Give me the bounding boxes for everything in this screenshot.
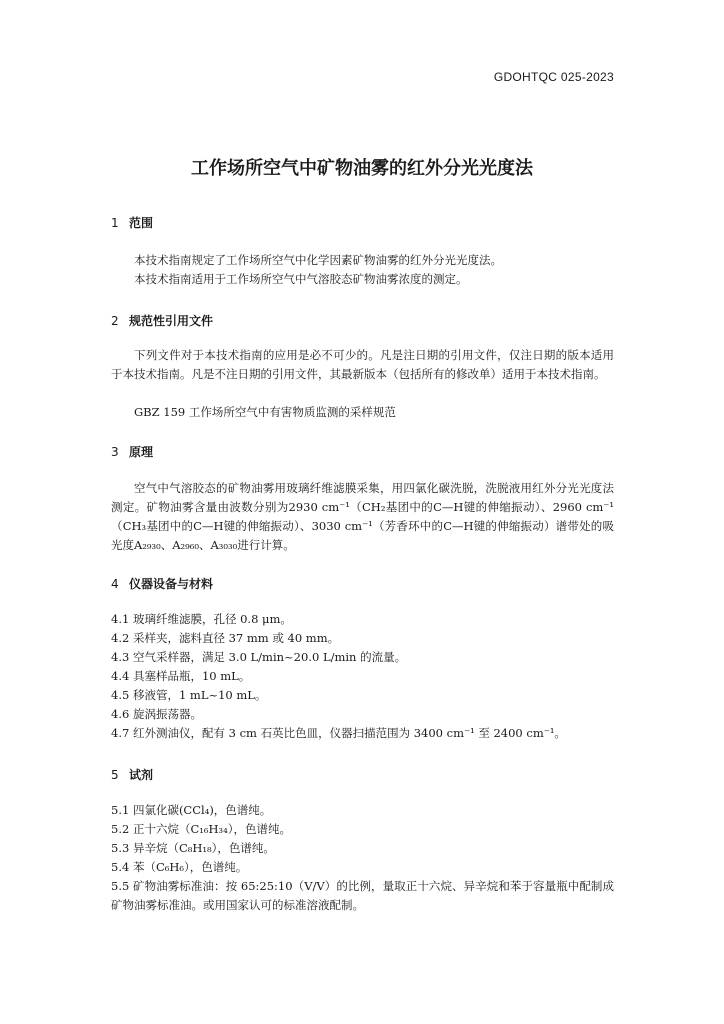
list-item: 4.1 玻璃纤维滤膜，孔径 0.8 μm。 [111, 612, 292, 626]
list-item: 4.3 空气采样器，满足 3.0 L/min~20.0 L/min 的流量。 [111, 650, 407, 664]
section-number: 5 [111, 768, 119, 782]
section-heading-5 [111, 766, 153, 783]
section-title: 仪器设备与材料 [129, 577, 214, 591]
section-heading-2 [111, 312, 213, 329]
reference-item: GBZ 159 工作场所空气中有害物质监测的采样规范 [134, 405, 396, 419]
paragraph: 本技术指南规定了工作场所空气中化学因素矿物油雾的红外分光光度法。 [134, 253, 502, 267]
section-number: 3 [111, 445, 119, 459]
section-heading-1 [111, 214, 153, 231]
list-item: 4.5 移液管，1 mL~10 mL。 [111, 688, 267, 702]
list-item: 4.2 采样夹，滤料直径 37 mm 或 40 mm。 [111, 631, 340, 645]
list-item: 4.6 旋涡振荡器。 [111, 707, 202, 721]
section-number: 2 [111, 314, 119, 328]
section-number: 4 [111, 577, 119, 591]
section-heading-3 [111, 443, 153, 460]
paragraph: 下列文件对于本技术指南的应用是必不可少的。凡是注日期的引用文件，仅注日期的版本适用于本技术指南。凡是不注日期的引用文件，其最新版本（包括所有的修改单）适用于本技术指南。 [111, 348, 614, 381]
paragraph: 空气中气溶胶态的矿物油雾用玻璃纤维滤膜采集，用四氯化碳洗脱，洗脱液用红外分光光度法测定。矿物油雾含量由波数分别为2930 cm⁻¹（CH₂基团中的C—H键的伸缩振动）、2960 cm⁻¹（CH₃基团中的C—H键的伸缩振动）、3030 cm⁻¹（芳香环中的C—H键的伸缩振动）谱带处的吸光度A₂₉₃₀、A₂₉₆₀、A₃₀₃₀进行计算。 [111, 481, 614, 552]
list-item: 5.5 矿物油雾标准油：按 65:25:10（V/V）的比例，量取正十六烷、异辛烷和苯于容量瓶中配制成矿物油雾标准油。或用国家认可的标准溶液配制。 [111, 879, 614, 912]
section-title: 规范性引用文件 [129, 314, 214, 328]
list-item: 5.4 苯（C₆H₆），色谱纯。 [111, 860, 248, 874]
paragraph: 本技术指南适用于工作场所空气中气溶胶态矿物油雾浓度的测定。 [134, 272, 468, 286]
list-item: 4.7 红外测油仪，配有 3 cm 石英比色皿，仪器扫描范围为 3400 cm⁻¹ 至 2400 cm⁻¹。 [111, 726, 566, 740]
list-item: 5.1 四氯化碳(CCl₄)，色谱纯。 [111, 803, 272, 817]
list-item: 5.2 正十六烷（C₁₆H₃₄），色谱纯。 [111, 822, 291, 836]
document-title: 工作场所空气中矿物油雾的红外分光光度法 [191, 158, 533, 179]
section-title: 范围 [129, 216, 154, 230]
section-heading-4 [111, 575, 213, 592]
section-title: 原理 [129, 445, 154, 459]
section-number: 1 [111, 216, 119, 230]
list-item: 5.3 异辛烷（C₈H₁₈），色谱纯。 [111, 841, 275, 855]
section-title: 试剂 [129, 768, 154, 782]
list-item: 4.4 具塞样品瓶，10 mL。 [111, 669, 251, 683]
document-code: GDOHTQC 025-2023 [493, 70, 614, 84]
